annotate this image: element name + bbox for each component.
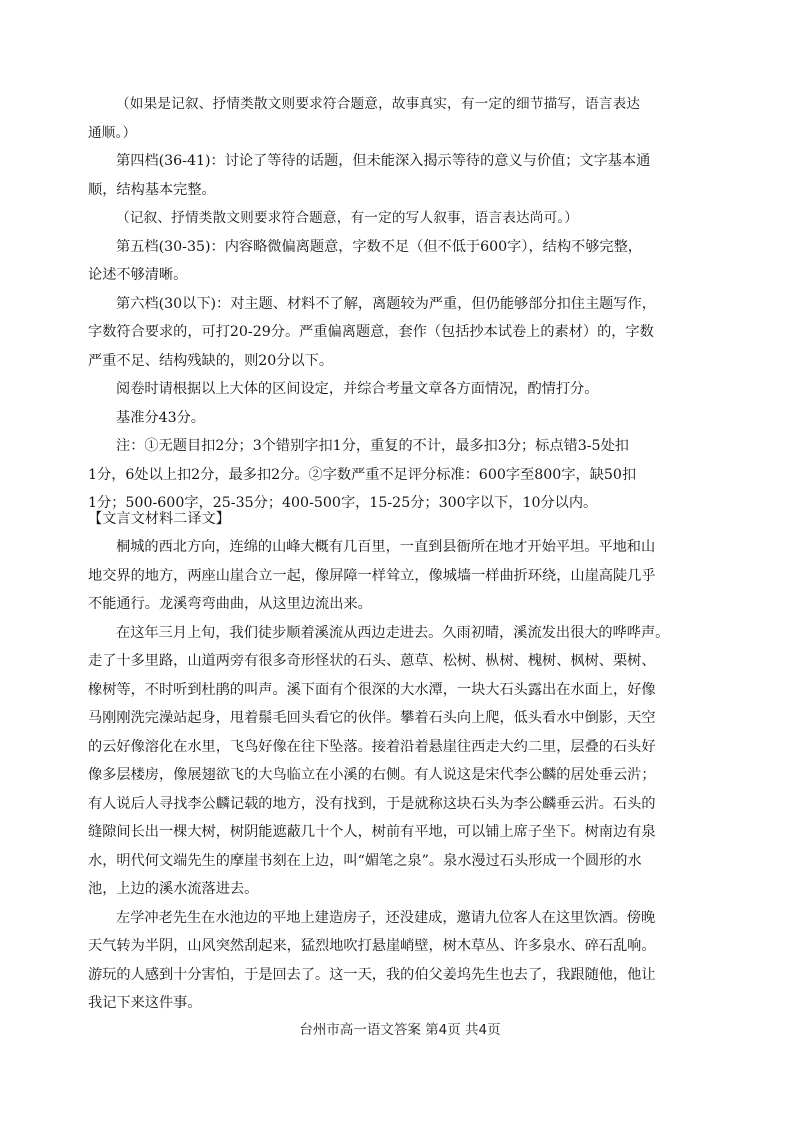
grading-line: 字数符合要求的，可打20-29分。严重偏离题意，套作（包括抄本试卷上的素材）的，字数 [88, 324, 654, 340]
translation-line: 像多层楼房，像展翅欲飞的大鸟临立在小溪的右侧。有人说这是宋代李公麟的居处垂云沜； [88, 767, 656, 783]
translation-line: 水，明代何文端先生的摩崖书刻在上边，叫“媚笔之泉”。泉水漫过石头形成一个圆形的水 [88, 852, 642, 869]
translation-line: 游玩的人感到十分害怕，于是回去了。这一天，我的伯父姜坞先生也去了，我跟随他，他让 [88, 966, 656, 983]
grading-line: 1分；500-600字，25-35分；400-500字，15-25分；300字以下，10分以内。 [88, 495, 598, 511]
grading-line: 第五档(30-35)：内容略微偏离题意，字数不足（但不低于600字），结构不够完整， [116, 238, 642, 255]
grading-line: 注：①无题目扣2分；3个错别字扣1分，重复的不计，最多扣3分；标点错3-5处扣 [116, 438, 629, 454]
grading-line: 阅卷时请根据以上大体的区间设定，并综合考量文章各方面情况，酌情打分。 [116, 381, 599, 397]
translation-line: 左学冲老先生在水池边的平地上建造房子，还没建成，邀请九位客人在这里饮酒。傍晚 [116, 909, 656, 926]
grading-criteria-section [88, 90, 714, 518]
grading-line: 第六档(30以下)：对主题、材料不了解，离题较为严重，但仍能够部分扣住主题写作， [116, 295, 656, 312]
translation-line: 马刚刚洗完澡站起身，甩着鬃毛回头看它的伙伴。攀着石头向上爬，低头看水中倒影，天空 [88, 710, 656, 726]
translation-line: 不能通行。龙溪弯弯曲曲，从这里边流出来。 [88, 596, 372, 612]
section-heading: 【文言文材料二译文】 [88, 511, 230, 527]
grading-line: 第四档(36-41)：讨论了等待的话题，但未能深入揭示等待的意义与价值；文字基本通 [116, 153, 651, 169]
translation-line: 的云好像溶化在水里，飞鸟好像在往下坠落。接着沿着悬崖往西走大约二里，层叠的石头好 [88, 738, 656, 755]
grading-line: 顺，结构基本完整。 [88, 181, 216, 198]
translation-section [88, 505, 714, 1018]
translation-line: 橡树等，不时听到杜鹃的叫声。溪下面有个很深的大水潭，一块大石头露出在水面上，好像 [88, 681, 656, 698]
grading-line: 严重不足、结构残缺的，则20分以下。 [88, 352, 334, 369]
translation-line: 池，上边的溪水流落进去。 [88, 881, 259, 897]
grading-line: （记叙、抒情类散文则要求符合题意，有一定的写人叙事，语言表达尚可。） [116, 210, 579, 226]
translation-line: 有人说后人寻找李公麟记载的地方，没有找到，于是就称这块石头为李公麟垂云沜。石头的 [88, 795, 656, 812]
grading-line: 基准分43分。 [116, 409, 205, 426]
grading-line: 论述不够清晰。 [88, 267, 188, 283]
translation-line: 我记下来这件事。 [88, 995, 202, 1011]
translation-line: 缝隙间长出一棵大树，树阴能遮蔽几十个人，树前有平地，可以铺上席子坐下。树南边有泉 [88, 824, 656, 840]
page-footer: 台州市高一语文答案 第4页 共4页 [299, 1022, 501, 1038]
translation-line: 地交界的地方，两座山崖合立一起，像屏障一样耸立，像城墙一样曲折环绕，山崖高陡几乎 [88, 567, 656, 584]
grading-line: 通顺。） [88, 124, 137, 141]
grading-line: （如果是记叙、抒情类散文则要求符合题意，故事真实，有一定的细节描写，语言表达 [116, 96, 641, 112]
translation-line: 天气转为半阴，山风突然刮起来，猛烈地吹打悬崖峭壁，树木草丛、许多泉水、碎石乱响。 [88, 938, 656, 954]
translation-line: 桐城的西北方向，连绵的山峰大概有几百里，一直到县衙所在地才开始平坦。平地和山 [116, 539, 656, 555]
translation-line: 走了十多里路，山道两旁有很多奇形怪状的石头、蒽草、松树、枞树、槐树、枫树、栗树、 [88, 653, 656, 669]
translation-line: 在这年三月上旬，我们徒步顺着溪流从西边走进去。久雨初晴，溪流发出很大的哗哗声。 [116, 624, 670, 641]
grading-line: 1分，6处以上扣2分，最多扣2分。②字数严重不足评分标准：600字至800字，缺50扣 [88, 466, 637, 483]
